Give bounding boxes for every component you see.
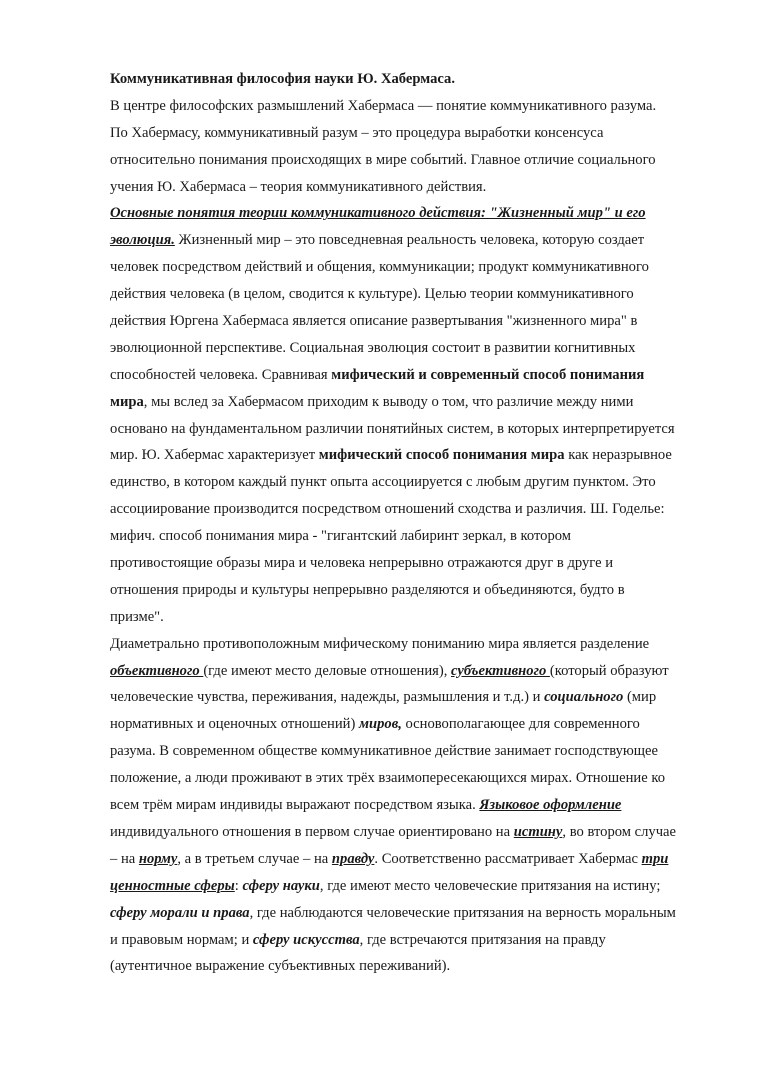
paragraph-3-line (110, 819, 715, 846)
text-run: (мир (623, 689, 657, 706)
emphasis-term: сферу искусства (252, 931, 360, 948)
paragraph-1-line: В центре философских размышлений Хабермаса — понятие коммуникативного разума. (110, 97, 657, 114)
text-run: , мы вслед за Хабермасом приходим к выводу о том, что различие между ними (143, 393, 634, 410)
document-body (110, 66, 715, 980)
paragraph-2-line: единство, в котором каждый пункт опыта ассоциируется с любым другим пунктом. Это (110, 474, 656, 491)
emphasis-term: правду (331, 850, 375, 867)
emphasis-term: объективного (110, 662, 204, 679)
text-run: , во втором случае (562, 823, 676, 840)
emphasis-term: субъективного (451, 662, 550, 679)
bold-term: мира (110, 393, 144, 410)
paragraph-3-line (110, 873, 715, 900)
paragraph-2-line: основано на фундаментальном различии понятийных систем, в которых интерпретируется (110, 420, 675, 437)
section-heading: Основные понятия теории коммуникативного действия: "Жизненный мир" и его (110, 205, 646, 222)
text-run: (который образуют (549, 662, 669, 679)
text-run: , а в третьем случае – на (177, 850, 332, 867)
paragraph-3-line (110, 684, 715, 711)
paragraph-2-line (110, 227, 715, 254)
paragraph-3-line (110, 927, 715, 954)
text-run: как неразрывное (564, 447, 672, 464)
paragraph-3-line (110, 900, 715, 927)
section-heading-line (110, 200, 715, 227)
title-text: Коммуникативная философия науки Ю. Хабермаса. (110, 71, 456, 87)
text-run: : (234, 877, 243, 894)
section-heading-end: эволюция. (110, 232, 175, 249)
paragraph-3-line (110, 846, 715, 873)
paragraph-3-line: положение, а люди проживают в этих трёх взаимопересекающихся мирах. Отношение ко (110, 770, 665, 787)
paragraph-2-line: человек посредством действий и общения, коммуникации; продукт коммуникативного (110, 259, 649, 276)
paragraph-2-line: действия человека (в целом, сводится к культуре). Целью теории коммуникативного (110, 286, 634, 303)
paragraph-2-line (110, 442, 715, 469)
text-run: и правовым нормам; и (110, 931, 253, 948)
paragraph-2-line: призме". (110, 608, 164, 625)
text-run: нормативных и оценочных отношений) (110, 716, 359, 733)
text-run: всем трём мирам индивиды выражают посредством языка. (110, 797, 480, 814)
paragraph-1-line: учения Ю. Хабермаса – теория коммуникативного действия. (110, 178, 487, 195)
paragraph-3-line: Диаметрально противоположным мифическому пониманию мира является разделение (110, 635, 650, 652)
bold-term: мифический способ понимания мира (318, 447, 565, 464)
emphasis-term: социального (544, 689, 624, 706)
text-run: человеческие чувства, переживания, надежды, размышления и т.д.) и (110, 689, 545, 706)
emphasis-term: сферу науки (242, 877, 320, 894)
emphasis-term: ценностные сферы (110, 877, 235, 894)
paragraph-1-line: относительно понимания происходящих в мире событий. Главное отличие социального (110, 151, 656, 168)
paragraph-2-line: отношения природы и культуры непрерывно разделяются и объединяются, будто в (110, 581, 625, 598)
text-run: , где имеют место человеческие притязания на истину; (319, 877, 661, 894)
paragraph-2-line: противостоящие образы мира и человека непрерывно отражаются друг в друге и (110, 555, 614, 572)
emphasis-term: норму (138, 850, 178, 867)
document-title (110, 66, 715, 93)
paragraph-2-line (110, 362, 715, 389)
text-run: . Соответственно рассматривает Хабермас (374, 850, 642, 867)
paragraph-3-line: (аутентичное выражение субъективных переживаний). (110, 958, 451, 975)
text-run: , где наблюдаются человеческие притязания на верность моральным (249, 904, 676, 921)
paragraph-2-line: ассоциирование производится посредством отношений сходства и различия. Ш. Годелье: (110, 501, 665, 518)
emphasis-term: миров, (358, 716, 402, 733)
paragraph-3-line (110, 711, 715, 738)
text-run: , где встречаются притязания на правду (359, 931, 606, 948)
paragraph-2-line: мифич. способ понимания мира - "гигантский лабиринт зеркал, в котором (110, 528, 572, 545)
text-run: мир. Ю. Хабермас характеризует (110, 447, 319, 464)
emphasis-term: сферу морали и права (110, 904, 250, 921)
emphasis-term: Языковое оформление (479, 797, 622, 814)
text-run: – на (110, 850, 139, 867)
text-run: (где имеют место деловые отношения), (203, 662, 452, 679)
paragraph-3-line (110, 792, 715, 819)
bold-term: мифический и современный способ понимания (331, 366, 645, 383)
text-run: способностей человека. Сравнивая (110, 366, 332, 383)
text-run: Жизненный мир – это повседневная реальность человека, которую создает (174, 232, 645, 249)
paragraph-3-line (110, 658, 715, 685)
paragraph-2-line: эволюционной перспективе. Социальная эволюция состоит в развитии когнитивных (110, 339, 636, 356)
text-run: индивидуального отношения в первом случае ориентировано на (110, 823, 514, 840)
emphasis-term: истину (513, 823, 563, 840)
paragraph-1-line: По Хабермасу, коммуникативный разум – это процедура выработки консенсуса (110, 124, 604, 141)
text-run: основополагающее для современного (401, 716, 640, 733)
emphasis-term: три (641, 850, 669, 867)
paragraph-2-line (110, 389, 715, 416)
paragraph-3-line: разума. В современном обществе коммуникативное действие занимает господствующее (110, 743, 658, 760)
paragraph-2-line: действия Юргена Хабермаса является описание развертывания "жизненного мира" в (110, 313, 638, 330)
